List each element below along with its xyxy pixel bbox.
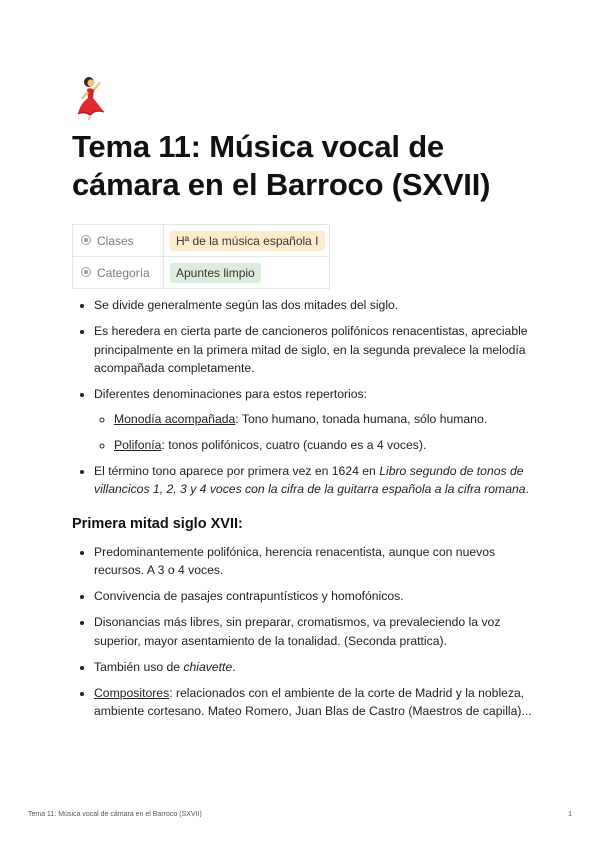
page-footer — [28, 811, 572, 818]
property-value-clases[interactable] — [164, 225, 330, 257]
list-item: • También uso de chiavette. — [94, 658, 532, 677]
list-item: • Convivencia de pasajes contrapuntísticos y homofónicos. — [94, 587, 532, 606]
term-compositores: Compositores — [94, 685, 170, 700]
nested-bullet-list — [94, 410, 532, 455]
clases-tag[interactable]: Hª de la música española I — [170, 231, 325, 251]
page-title: Tema 11: Música vocal de cámara en el Barroco (SXVII) — [72, 129, 491, 202]
list-item: • Disonancias más libres, sin preparar, cromatismos, va prevaleciendo la voz superior, mayor asentamiento de la tonalidad. (Seconda prattica). — [94, 613, 532, 650]
term-polifonia: Polifonía — [114, 437, 162, 452]
property-row-clases — [73, 225, 330, 257]
book-title: Libro segundo de tonos de villancicos 1, 2, 3 y 4 voces con la cifra de la guitarra española a la cifra romana — [94, 463, 526, 496]
section-heading: Primera mitad siglo XVII: — [72, 515, 243, 532]
property-value-categoria[interactable] — [164, 257, 330, 289]
section-bullet-list — [72, 543, 532, 721]
list-item: • Se divide generalmente según las dos mitades del siglo. — [94, 296, 532, 315]
term-chiavette: chiavette — [183, 659, 233, 674]
term-monodia: Monodía acompañada — [114, 411, 236, 426]
page-content — [72, 296, 532, 728]
flamenco-dancer-icon — [72, 76, 112, 120]
property-type-icon — [81, 267, 91, 277]
list-item: • Diferentes denominaciones para estos repertorios: ◦ Monodía acompañada: Tono humano, tonada humana, sólo humano. ◦ Polifonía: tonos polifónicos, cuatro (cuando es a 4 voces). — [94, 385, 532, 454]
list-item: • Es heredera en cierta parte de cancioneros polifónicos renacentistas, apreciable principalmente en la primera mitad de siglo, en la segunda prevalece la melodía acompañada completamente. — [94, 322, 532, 378]
categoria-tag[interactable]: Apuntes limpio — [170, 263, 261, 283]
property-row-categoria — [73, 257, 330, 289]
property-key-categoria: Categoría — [73, 257, 164, 289]
list-item: ◦ Polifonía: tonos polifónicos, cuatro (cuando es a 4 voces). — [114, 436, 532, 455]
list-item: ◦ Monodía acompañada: Tono humano, tonada humana, sólo humano. — [114, 410, 532, 429]
property-type-icon — [81, 235, 91, 245]
intro-bullet-list — [72, 296, 532, 499]
list-item: • Predominantemente polifónica, herencia renacentista, aunque con nuevos recursos. A 3 o 4 voces. — [94, 543, 532, 580]
list-item: • Compositores: relacionados con el ambiente de la corte de Madrid y la nobleza, ambiente cortesano. Mateo Romero, Juan Blas de Castro (Maestros de capilla)... — [94, 684, 532, 721]
properties-table — [72, 224, 330, 289]
property-key-clases: Clases — [73, 225, 164, 257]
list-item: • El término tono aparece por primera vez en 1624 en Libro segundo de tonos de villancicos 1, 2, 3 y 4 voces con la cifra de la guitarra española a la cifra romana. — [94, 462, 532, 499]
footer-title: Tema 11: Música vocal de cámara en el Barroco (SXVII) — [28, 811, 202, 818]
page-number: 1 — [568, 811, 572, 818]
